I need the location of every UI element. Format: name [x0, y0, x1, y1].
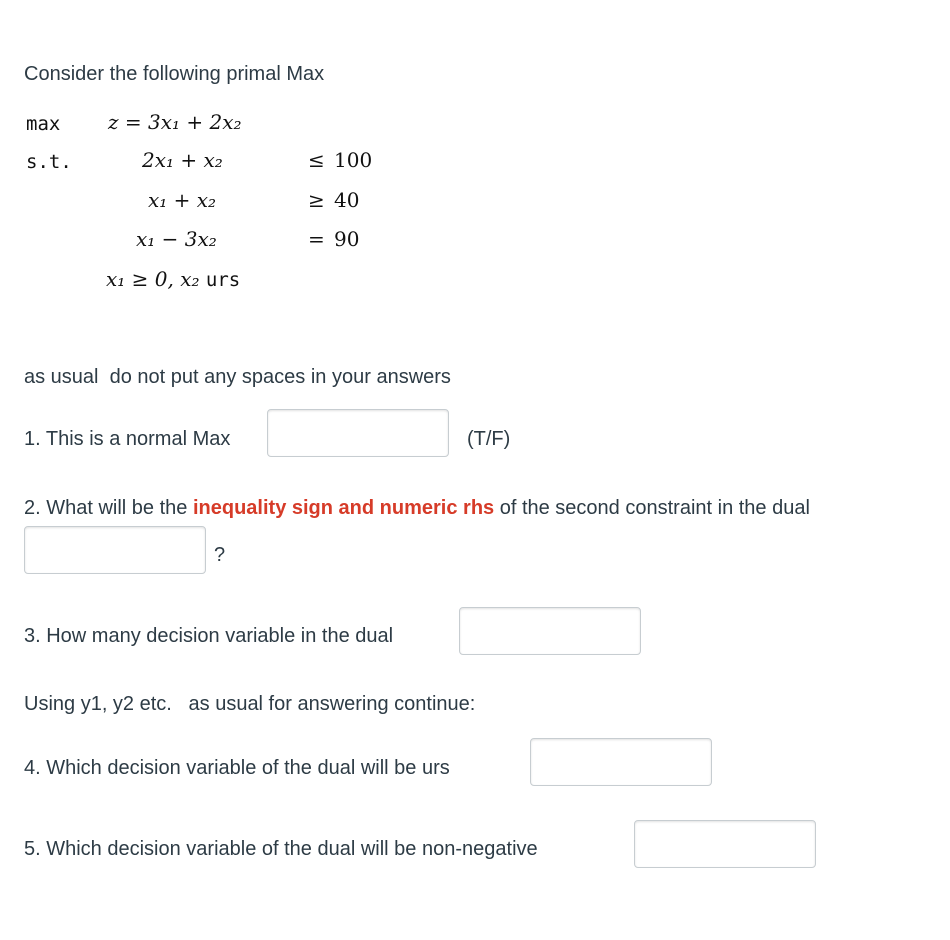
q2-highlight-rhs: numeric rhs	[379, 497, 495, 519]
sign-part-2: x₂	[180, 267, 200, 291]
constraint-2-rel: ≥	[308, 188, 325, 212]
constraint-1-rhs: 100	[334, 148, 373, 172]
q2-text	[24, 496, 810, 520]
q1-suffix: (T/F)	[467, 428, 511, 450]
constraint-3-rel: =	[308, 227, 325, 251]
objective-eq: =	[124, 110, 142, 134]
q5-text: 5. Which decision variable of the dual will be non-negative	[24, 838, 538, 860]
sign-restrictions	[106, 267, 240, 292]
st-label: s.t.	[26, 151, 72, 173]
constraint-1-lhs: 2x₁ + x₂	[142, 148, 223, 172]
max-label: max	[26, 113, 61, 135]
constraint-1-rel: ≤	[308, 148, 325, 172]
q3-text: 3. How many decision variable in the dual	[24, 625, 394, 647]
sign-part-1: x₁ ≥ 0,	[106, 267, 174, 291]
q2-highlight-inequality: inequality sign and	[192, 497, 375, 519]
constraint-2-rhs: 40	[334, 188, 360, 212]
q2-answer-input[interactable]	[24, 526, 206, 574]
q2-pre: 2. What will be the	[24, 497, 193, 519]
intro-text: Consider the following primal Max	[24, 63, 325, 85]
constraint-2-lhs: x₁ + x₂	[148, 188, 217, 212]
q4-text: 4. Which decision variable of the dual will be urs	[24, 757, 450, 779]
continue-note: Using y1, y2 etc. as usual for answering continue:	[24, 693, 476, 715]
q4-answer-input[interactable]	[530, 738, 712, 786]
q5-answer-input[interactable]	[634, 820, 816, 868]
q2-post: of the second constraint in the dual	[494, 497, 810, 519]
constraint-3-lhs: x₁ − 3x₂	[136, 227, 217, 251]
q2-suffix: ?	[214, 544, 226, 566]
objective	[108, 110, 242, 134]
q1-answer-input[interactable]	[267, 409, 449, 457]
q1-text: 1. This is a normal Max	[24, 428, 231, 450]
urs-label: urs	[205, 269, 241, 291]
objective-lhs: z	[108, 110, 119, 134]
objective-rhs: 3x₁ + 2x₂	[148, 110, 242, 134]
instruction-text: as usual do not put any spaces in your answers	[24, 366, 451, 388]
q3-answer-input[interactable]	[459, 607, 641, 655]
constraint-3-rhs: 90	[334, 227, 360, 251]
